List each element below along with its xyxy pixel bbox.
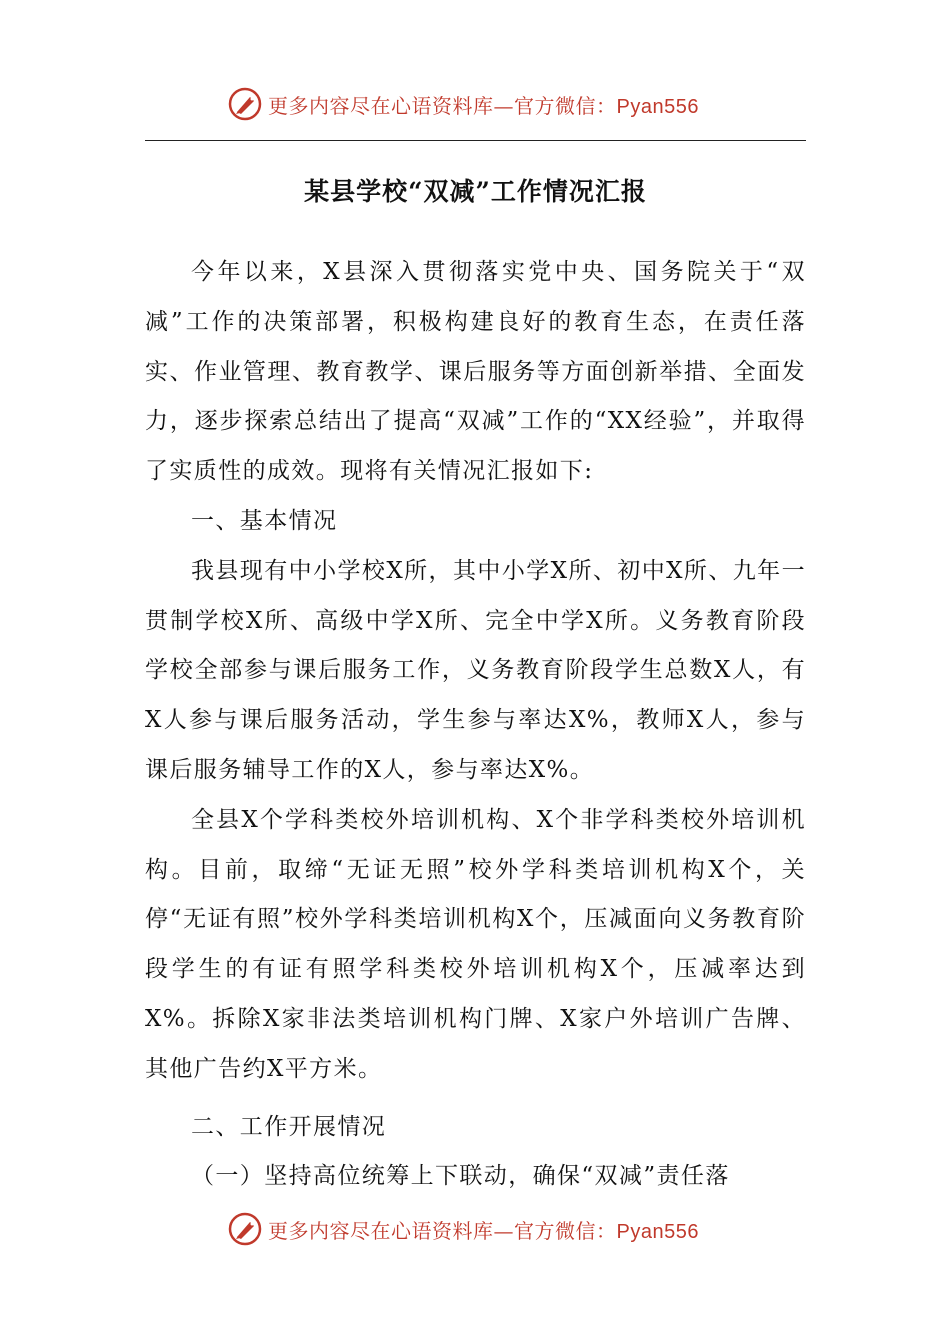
footer-wechat-id: Pyan556: [616, 1220, 699, 1243]
pen-nib-icon: [228, 87, 262, 121]
section1-paragraph-2: 全县X个学科类校外培训机构、X个非学科类校外培训机构。目前，取缔“无证无照”校外学科类培训机构X个，关停“无证有照”校外学科类培训机构X个，压减面向义务教育阶段学生的有证有照学科类校外培训机构X个，压减率达到X%。拆除X家非法类培训机构门牌、X家户外培训广告牌、其他广告约X平方米。: [145, 806, 806, 1082]
footer-banner-text: 更多内容尽在心语资料库—官方微信：Pyan556: [268, 1218, 699, 1243]
header-wechat-id: Pyan556: [616, 95, 699, 118]
footer-banner: [228, 1209, 699, 1249]
document-title: 某县学校“双减”工作情况汇报: [304, 177, 647, 206]
pen-nib-icon: [228, 1212, 262, 1246]
header-banner-text: 更多内容尽在心语资料库—官方微信：Pyan556: [268, 93, 699, 118]
document-body: [145, 248, 806, 1202]
section2-subheading-1: （一）坚持高位统筹上下联动，确保“双减”责任落: [191, 1163, 730, 1190]
section1-heading: 一、基本情况: [191, 507, 338, 534]
intro-paragraph: 今年以来，X县深入贯彻落实党中央、国务院关于“双减”工作的决策部署，积极构建良好的教育生态，在责任落实、作业管理、教育教学、课后服务等方面创新举措、全面发力，逐步探索总结出了提高“双减”工作的“XX经验”，并取得了实质性的成效。现将有关情况汇报如下:: [145, 259, 806, 485]
section1-paragraph-1: 我县现有中小学校X所，其中小学X所、初中X所、九年一贯制学校X所、高级中学X所、完全中学X所。义务教育阶段学校全部参与课后服务工作，义务教育阶段学生总数X人，有X人参与课后服务活动，学生参与率达X%，教师X人，参与课后服务辅导工作的X人，参与率达X%。: [145, 557, 806, 783]
header-divider: [145, 140, 806, 141]
header-banner: [228, 84, 699, 124]
section2-heading: 二、工作开展情况: [191, 1113, 387, 1140]
